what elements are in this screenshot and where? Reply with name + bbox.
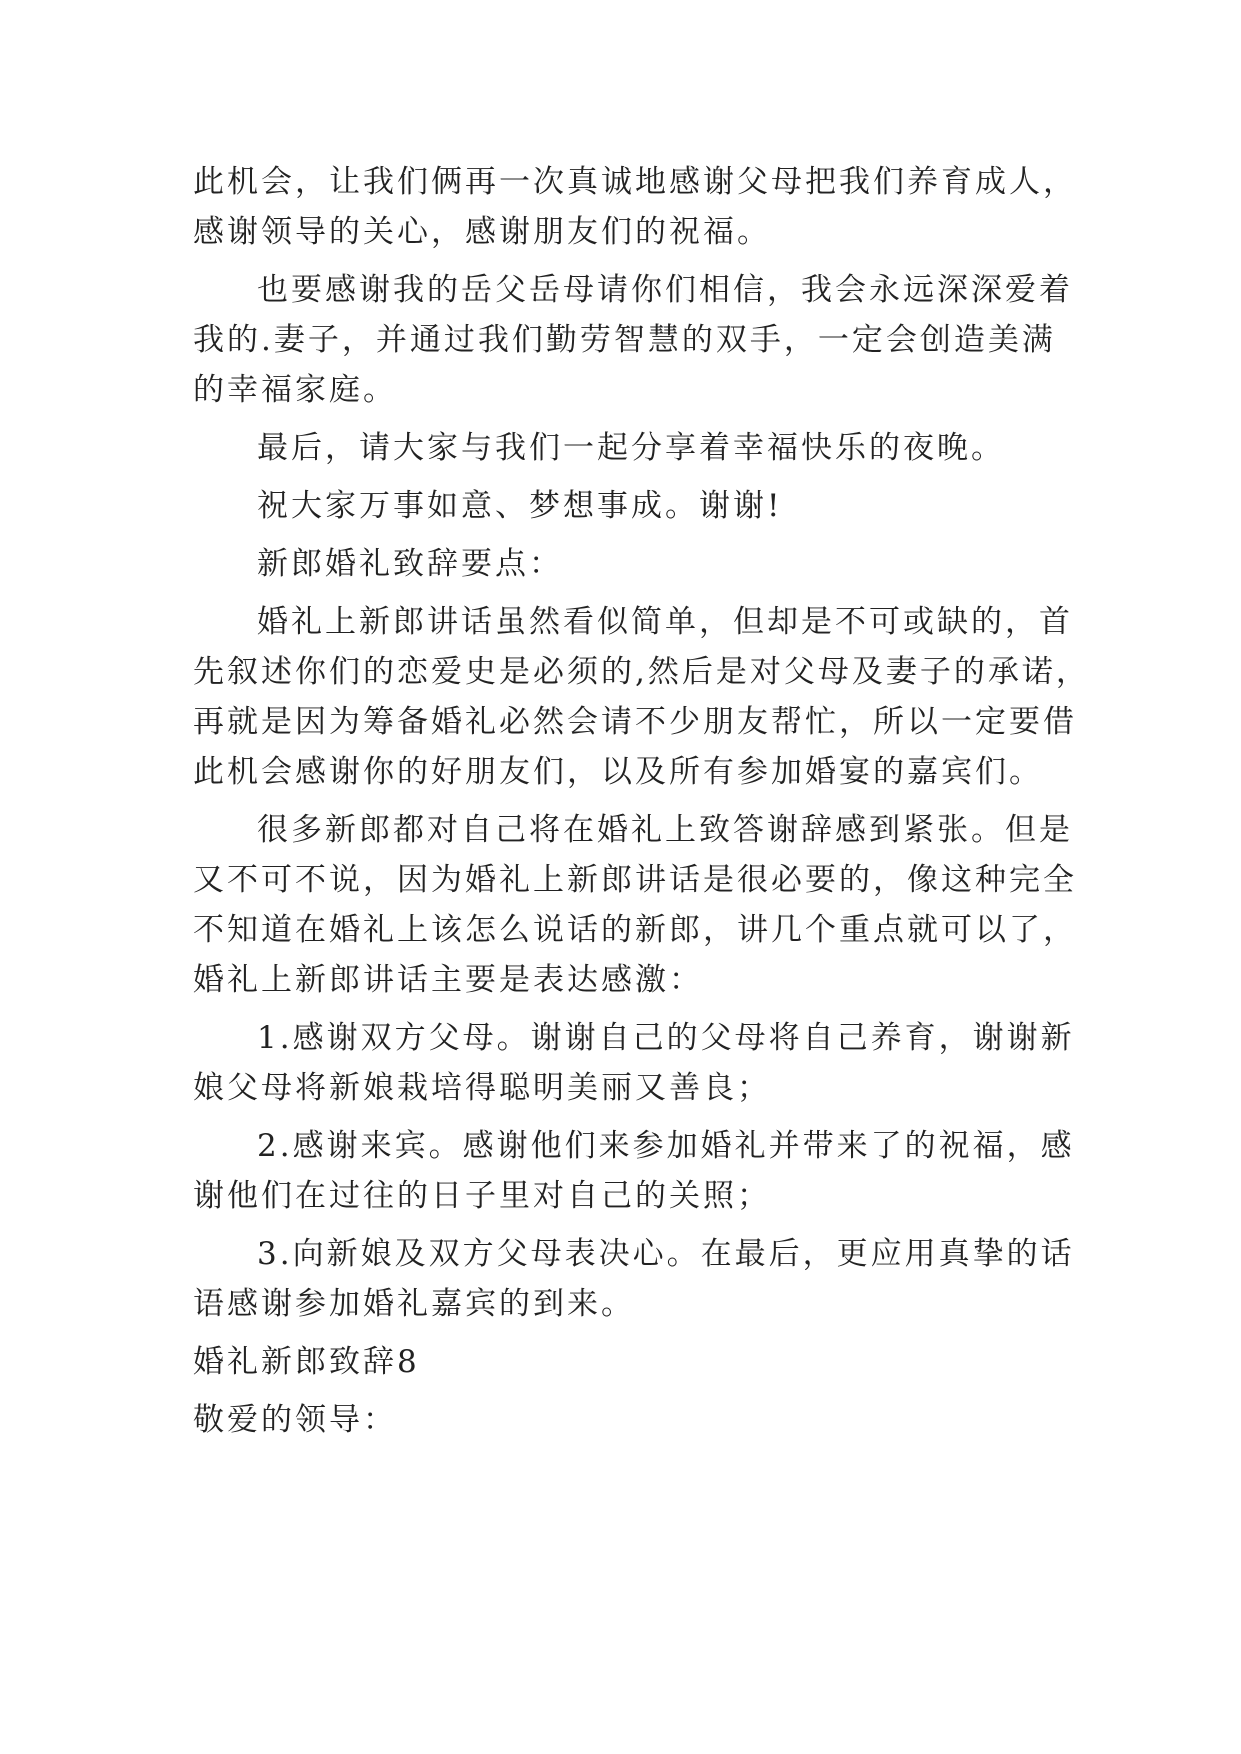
text-line: 我的.妻子，并通过我们勤劳智慧的双手，一定会创造美满 xyxy=(193,322,1056,358)
text-line: 感谢领导的关心，感谢朋友们的祝福。 xyxy=(193,214,771,250)
text-line: 也要感谢我的岳父岳母请你们相信，我会永远深深爱着 xyxy=(257,272,1073,308)
text-line: 不知道在婚礼上该怎么说话的新郎，讲几个重点就可以了， xyxy=(193,912,1077,948)
salutation: 敬爱的领导： xyxy=(193,1402,397,1438)
text-line: 谢他们在过往的日子里对自己的关照； xyxy=(193,1178,771,1214)
list-item: 1.感谢双方父母。谢谢自己的父母将自己养育，谢谢新 xyxy=(257,1020,1075,1056)
text-line: 此机会感谢你的好朋友们，以及所有参加婚宴的嘉宾们。 xyxy=(193,754,1043,790)
text-line: 语感谢参加婚礼嘉宾的到来。 xyxy=(193,1286,635,1322)
section-heading: 新郎婚礼致辞要点： xyxy=(257,546,563,582)
text-line: 婚礼上新郎讲话主要是表达感激： xyxy=(193,962,703,998)
text-line: 先叙述你们的恋爱史是必须的,然后是对父母及妻子的承诺， xyxy=(193,654,1090,690)
list-item: 3.向新娘及双方父母表决心。在最后，更应用真挚的话 xyxy=(257,1236,1075,1272)
list-item: 2.感谢来宾。感谢他们来参加婚礼并带来了的祝福，感 xyxy=(257,1128,1075,1164)
text-line: 娘父母将新娘栽培得聪明美丽又善良； xyxy=(193,1070,771,1106)
text-line: 很多新郎都对自己将在婚礼上致答谢辞感到紧张。但是 xyxy=(257,812,1073,848)
text-line: 此机会，让我们俩再一次真诚地感谢父母把我们养育成人， xyxy=(193,164,1077,200)
text-line: 再就是因为筹备婚礼必然会请不少朋友帮忙，所以一定要借 xyxy=(193,704,1077,740)
text-line: 祝大家万事如意、梦想事成。谢谢! xyxy=(257,488,783,524)
document-body xyxy=(193,157,1090,1445)
text-line: 最后，请大家与我们一起分享着幸福快乐的夜晚。 xyxy=(257,430,1005,466)
text-line: 又不可不说，因为婚礼上新郎讲话是很必要的，像这种完全 xyxy=(193,862,1077,898)
text-line: 婚礼上新郎讲话虽然看似简单，但却是不可或缺的，首 xyxy=(257,604,1073,640)
text-line: 的幸福家庭。 xyxy=(193,372,397,408)
section-title: 婚礼新郎致辞8 xyxy=(193,1344,420,1380)
